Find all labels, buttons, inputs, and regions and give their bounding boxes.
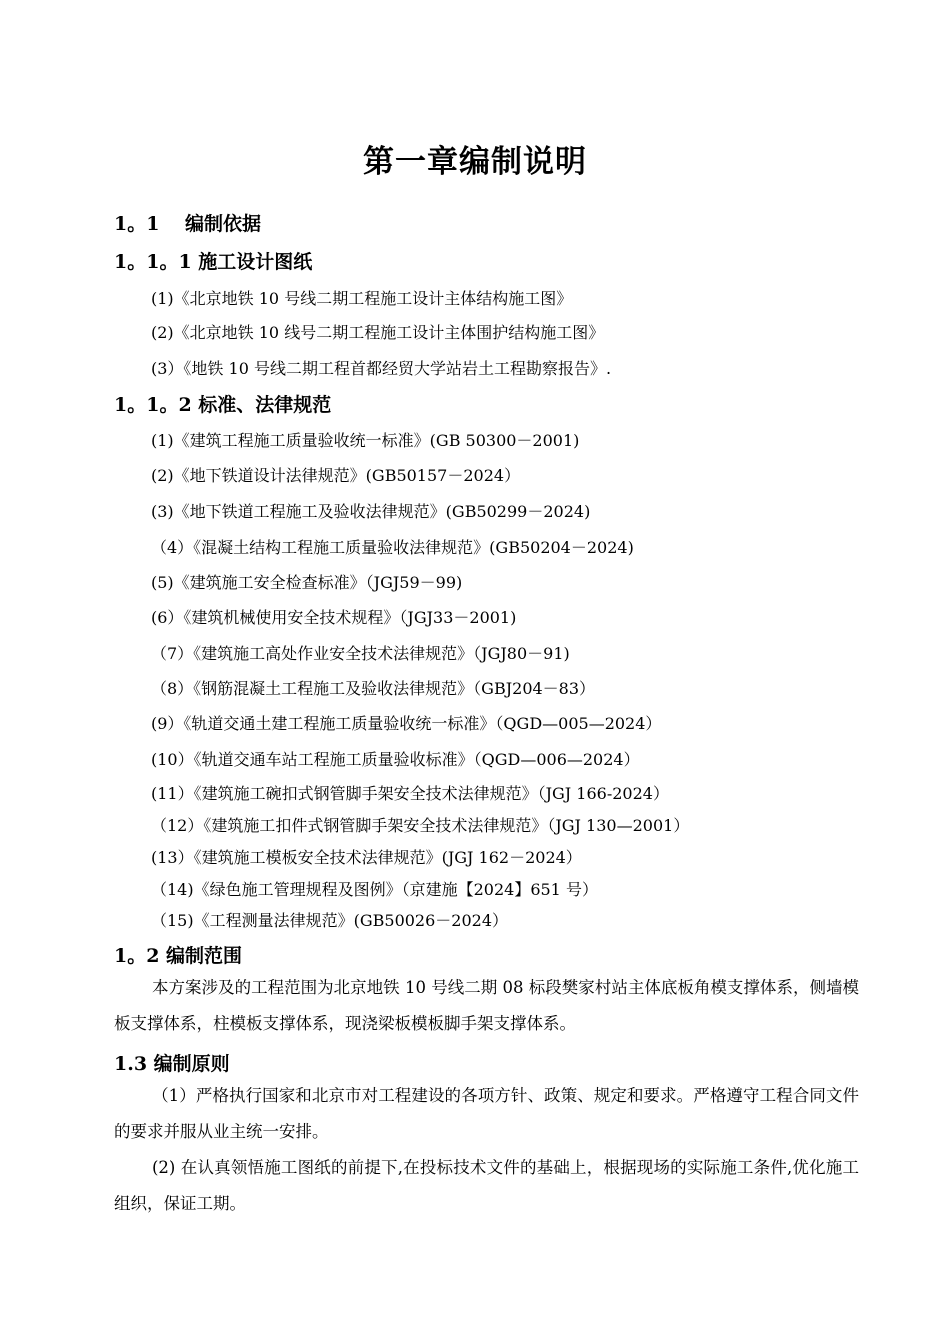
list-item: (10）《轨道交通车站工程施工质量验收标准》（QGD—006—2024） — [151, 750, 640, 769]
section-heading-1-1-1: 1。1。1 施工设计图纸 — [114, 251, 313, 273]
list-item: （7）《建筑施工高处作业安全技术法律规范》（JGJ80－91) — [151, 644, 570, 663]
list-item: (5)《建筑施工安全检查标准》（JGJ59－99) — [151, 573, 463, 592]
list-item: (3）《地铁 10 号线二期工程首都经贸大学站岩土工程勘察报告》. — [151, 359, 612, 378]
list-item: (6）《建筑机械使用安全技术规程》（JGJ33－2001) — [151, 608, 517, 627]
section-heading-1-3: 1.3 编制原则 — [114, 1053, 230, 1075]
list-item: （4）《混凝土结构工程施工质量验收法律规范》(GB50204－2024) — [151, 538, 634, 557]
chapter-title: 第一章编制说明 — [363, 144, 587, 180]
principle-text: （1）严格执行国家和北京市对工程建设的各项方针、政策、规定和要求。严格遵守工程合同文件的要求并服从业主统一安排。 — [114, 1086, 859, 1141]
list-item: (2)《北京地铁 10 线号二期工程施工设计主体围护结构施工图》 — [151, 323, 605, 342]
list-item: （12）《建筑施工扣件式钢管脚手架安全技术法律规范》（JGJ 130—2001） — [151, 816, 690, 835]
scope-paragraph — [114, 970, 859, 1042]
list-item: (3)《地下铁道工程施工及验收法律规范》(GB50299－2024) — [151, 502, 591, 521]
list-item: (2)《地下铁道设计法律规范》(GB50157－2024） — [151, 466, 521, 485]
list-item: (1)《建筑工程施工质量验收统一标准》(GB 50300－2001) — [151, 431, 580, 450]
section-heading-1-1-2: 1。1。2 标准、法律规范 — [114, 394, 332, 416]
principle-text: (2) 在认真领悟施工图纸的前提下,在投标技术文件的基础上，根据现场的实际施工条件,优化施工组织，保证工期。 — [114, 1158, 859, 1213]
scope-text: 本方案涉及的工程范围为北京地铁 10 号线二期 08 标段樊家村站主体底板角模支撑体系，侧墙模板支撑体系，柱模板支撑体系，现浇梁板模板脚手架支撑体系。 — [114, 978, 859, 1033]
list-item: (13）《建筑施工模板安全技术法律规范》(JGJ 162－2024） — [151, 848, 582, 867]
list-item: （15)《工程测量法律规范》(GB50026－2024） — [151, 911, 509, 930]
list-item: (1)《北京地铁 10 号线二期工程施工设计主体结构施工图》 — [151, 289, 573, 308]
principle-paragraph-1 — [114, 1078, 859, 1150]
principle-paragraph-2 — [114, 1150, 859, 1222]
list-item: (11）《建筑施工碗扣式钢管脚手架安全技术法律规范》（JGJ 166-2024） — [151, 784, 669, 803]
list-item: （14)《绿色施工管理规程及图例》（京建施【2024】651 号） — [151, 880, 598, 899]
list-item: (9）《轨道交通土建工程施工质量验收统一标准》（QGD—005—2024） — [151, 714, 662, 733]
section-heading-1-1: 1。1 编制依据 — [114, 213, 262, 235]
section-heading-1-2: 1。2 编制范围 — [114, 945, 243, 967]
list-item: （8）《钢筋混凝土工程施工及验收法律规范》（GBJ204－83） — [151, 679, 596, 698]
